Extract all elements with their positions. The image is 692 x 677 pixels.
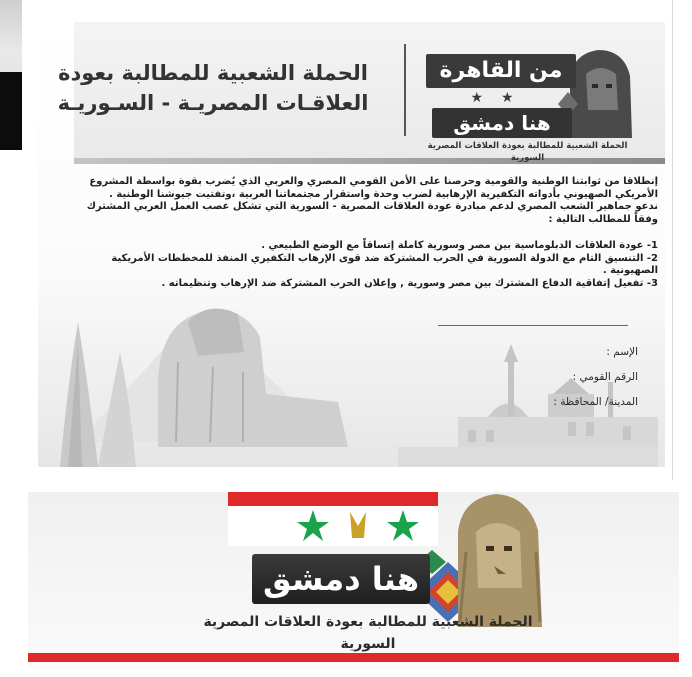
name-field-label: الإسم : xyxy=(606,346,638,358)
campaign-logo xyxy=(420,40,635,163)
zoom-band-text: هنا دمشق xyxy=(252,554,430,604)
demands-list xyxy=(78,240,658,290)
campaign-title-line2: العلاقـات المصريـة - السـوريـة xyxy=(57,91,369,115)
logo-caption: الحملة الشعبية للمطالبة بعودة العلاقات المصرية السورية xyxy=(427,141,628,163)
petition-body xyxy=(78,176,658,290)
header-divider xyxy=(404,44,406,136)
logo-stars: ★★ xyxy=(470,90,532,106)
logo-bottom-band: هنا دمشق xyxy=(432,108,572,138)
red-rule xyxy=(28,653,679,662)
city-field-label: المدينة/ المحافظة : xyxy=(553,396,638,408)
intro-paragraph-1: إنطلاقا من ثوابتنا الوطنية والقومية وحرصنا على الأمن القومي المصري والعربي الذي يُضرب بقوة بواسطة المشروع الأمريكي الصهيوني بأدواته التكفيرية الإرهابية لضرب وحدة واستقرار مجتمعاتنا العربية ،وتفتيت جيوشنا الوطنية . xyxy=(89,176,658,200)
edge-image-strip xyxy=(0,0,22,150)
petition-sheet xyxy=(38,22,665,467)
demand-item-2: 2- التنسيق التام مع الدولة السورية في الحرب المشتركة ضد قوى الإرهاب التكفيري المنفذ للمخططات الأمريكية الصهيونية . xyxy=(111,252,658,276)
zoom-tagline: الحملة الشعبية للمطالبة بعودة العلاقات المصرية السورية xyxy=(203,614,533,652)
separator-rule xyxy=(438,325,628,326)
campaign-title-line1: الحملة الشعبية للمطالبة بعودة xyxy=(58,61,368,85)
intro-paragraph-2: ندعو جماهير الشعب المصري لدعم مبادرة عودة العلاقات المصرية - السورية التي تشكل عصب العمل العربي المشترك وفقاً للمطالب التالية : xyxy=(86,201,658,225)
logo-zoom-panel xyxy=(28,492,679,670)
logo-top-band: من القاهرة xyxy=(426,54,576,88)
campaign-title xyxy=(38,58,388,118)
edge-dark-block xyxy=(0,72,22,150)
national-id-field-label: الرقم القومي : xyxy=(572,371,638,383)
signature-form xyxy=(438,340,638,415)
demand-item-1: 1- عودة العلاقات الدبلوماسية بين مصر وسورية كاملة إتساقاً مع الوضع الطبيعي . xyxy=(261,240,658,251)
frame-line xyxy=(672,0,673,480)
demand-item-3: 3- تفعيل إتفاقية الدفاع المشترك بين مصر وسورية , وإعلان الحرب المشتركة ضد الإرهاب وتنظيماته . xyxy=(161,277,658,289)
